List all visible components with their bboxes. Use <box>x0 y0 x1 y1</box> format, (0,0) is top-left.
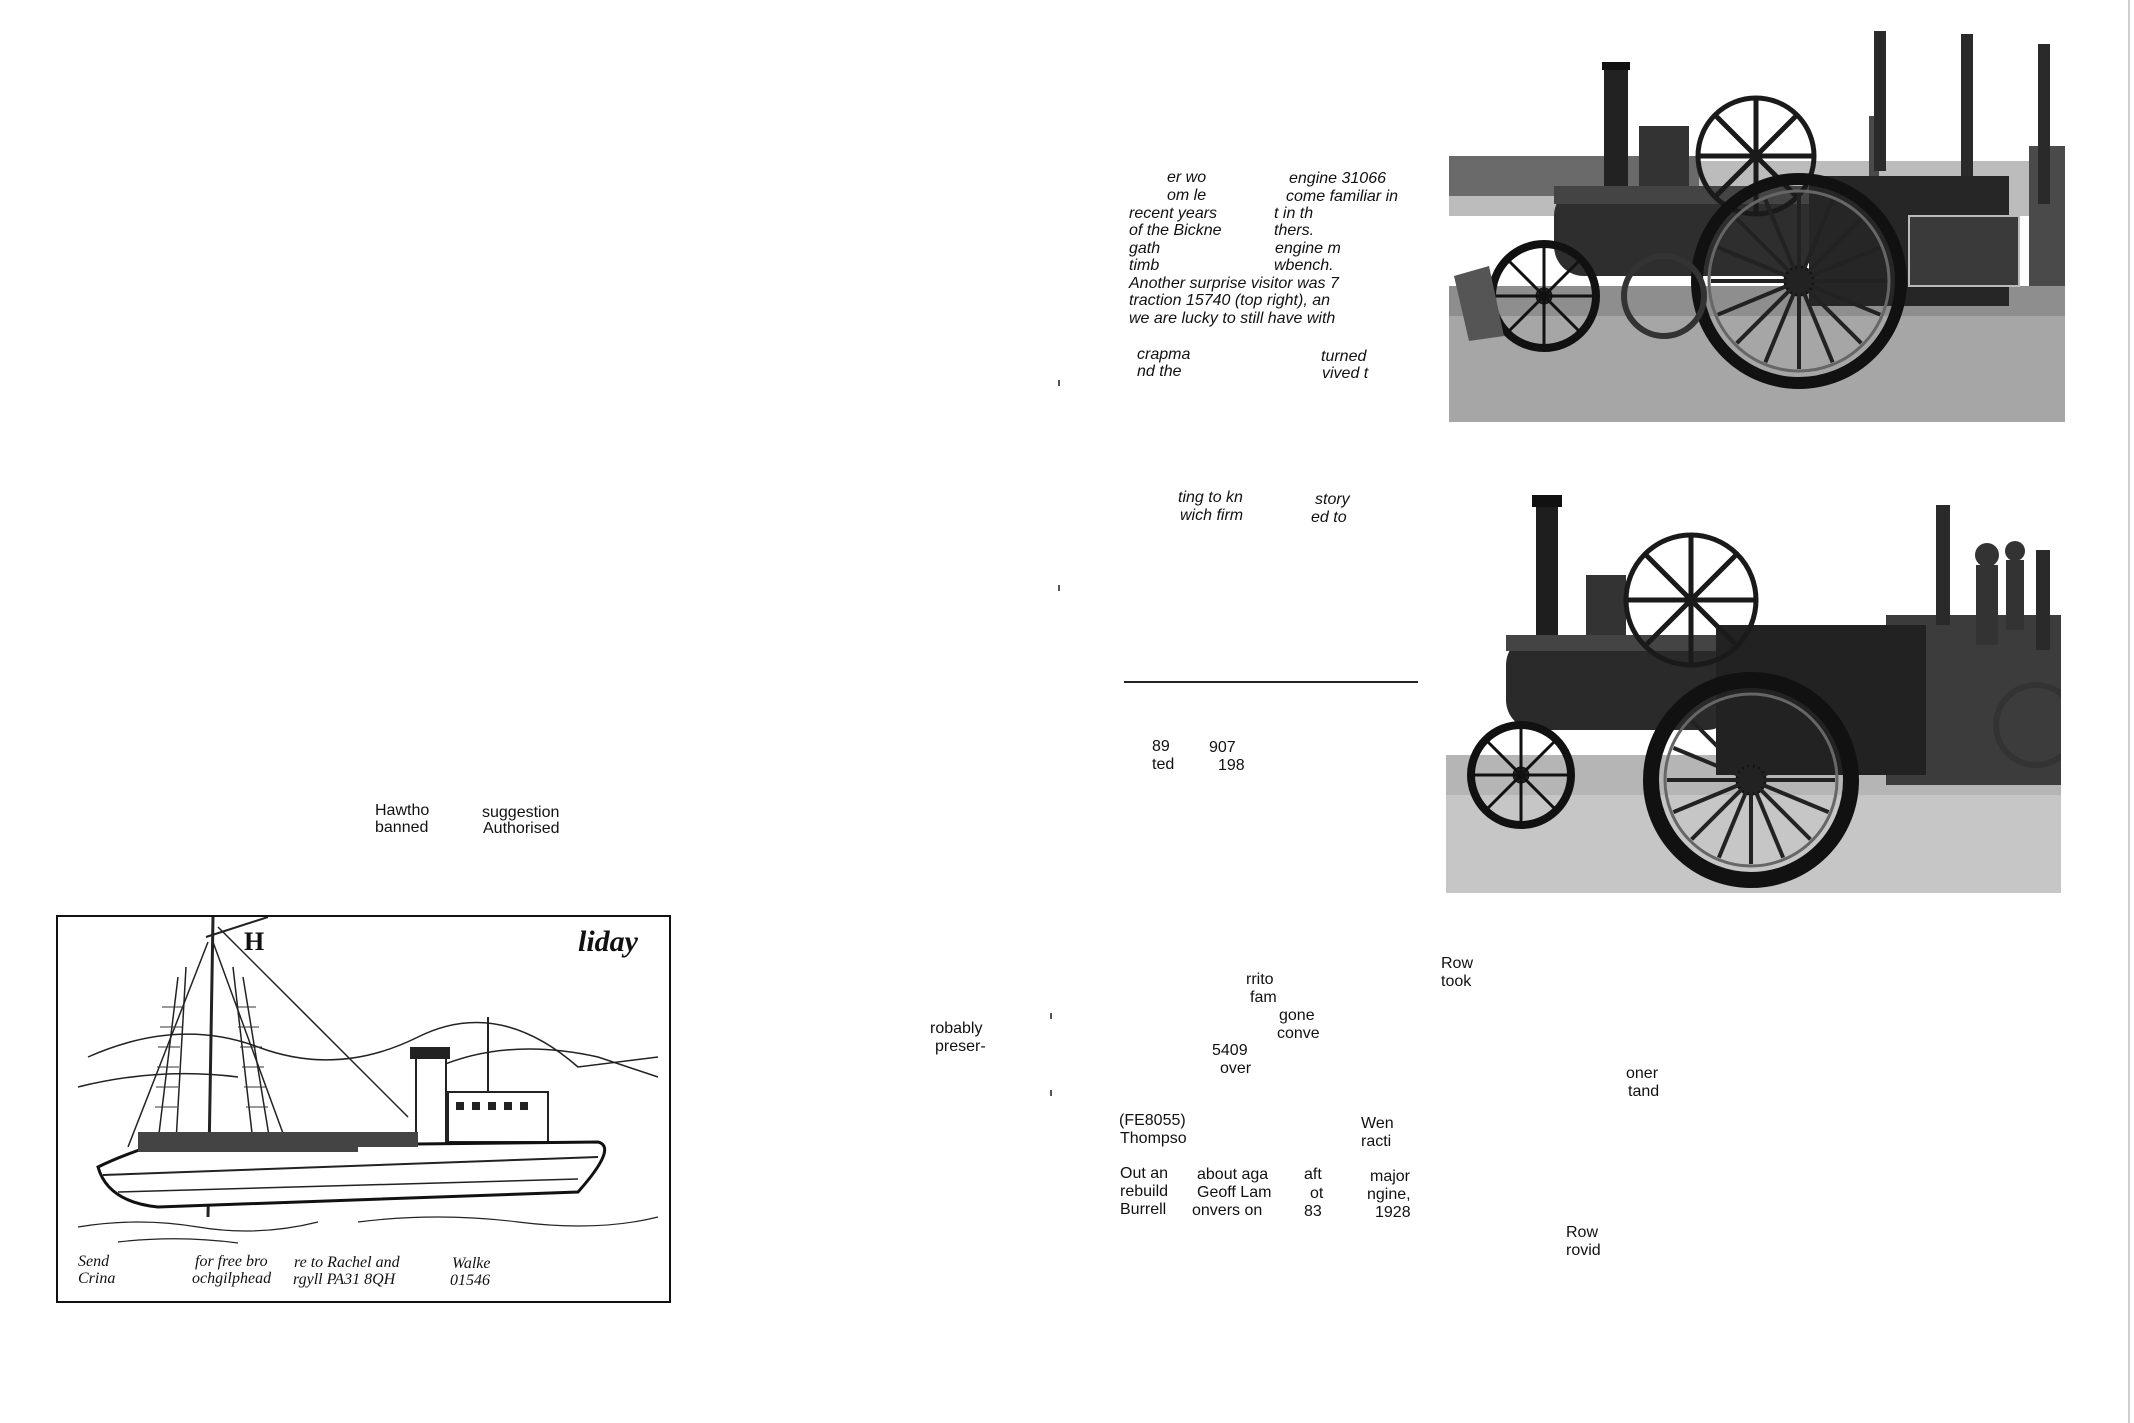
text-fragment: Thompso <box>1120 1130 1187 1147</box>
text-fragment: ot <box>1310 1185 1324 1202</box>
text-fragment: about aga <box>1197 1166 1269 1183</box>
text-fragment: engine m <box>1275 240 1341 257</box>
advert-footer-fragment: ochgilphead <box>192 1270 272 1287</box>
text-fragment: Row <box>1441 955 1474 972</box>
text-fragment: Authorised <box>483 820 560 837</box>
text-fragment: ting to kn <box>1178 489 1243 506</box>
advert-footer-fragment: 01546 <box>450 1272 490 1289</box>
text-line: Another surprise visitor was 7 <box>1129 275 1339 292</box>
text-fragment: 1928 <box>1375 1204 1411 1221</box>
text-fragment: turned <box>1321 348 1367 365</box>
text-fragment: banned <box>375 819 429 836</box>
text-fragment: nd the <box>1137 363 1182 380</box>
text-fragment: rovid <box>1566 1242 1601 1259</box>
advert-title-letter: H <box>244 927 265 956</box>
text-fragment: tand <box>1628 1083 1660 1100</box>
text-line: traction 15740 (top right), an <box>1129 292 1331 309</box>
text-fragment: ed to <box>1311 509 1347 526</box>
text-fragment: crapma <box>1137 346 1191 363</box>
text-line: we are lucky to still have with <box>1129 310 1336 327</box>
text-fragment: preser- <box>935 1038 986 1055</box>
text-fragment: Wen <box>1361 1115 1394 1132</box>
margin-mark <box>1058 380 1060 386</box>
text-fragment: wbench. <box>1274 257 1334 274</box>
advert-title-fragment: liday <box>578 925 638 958</box>
text-fragment: robably <box>930 1020 983 1037</box>
text-fragment: engine 31066 <box>1289 170 1386 187</box>
holiday-advert <box>56 915 671 1303</box>
margin-mark <box>1058 585 1060 591</box>
boat-illustration <box>58 917 669 1301</box>
text-fragment: story <box>1315 491 1350 508</box>
text-fragment: over <box>1220 1060 1252 1077</box>
text-fragment: rebuild <box>1120 1183 1169 1200</box>
text-fragment: t in th <box>1274 205 1314 222</box>
text-fragment: Row <box>1566 1224 1599 1241</box>
text-fragment: er wo <box>1167 169 1207 186</box>
text-fragment: Burrell <box>1120 1201 1167 1218</box>
horizontal-rule <box>1124 681 1418 683</box>
text-fragment: (FE8055) <box>1119 1112 1186 1129</box>
text-fragment: suggestion <box>482 804 560 821</box>
text-fragment: onvers on <box>1192 1202 1263 1219</box>
text-fragment: major <box>1370 1168 1411 1185</box>
text-fragment: wich firm <box>1180 507 1244 524</box>
text-fragment: 89 <box>1152 738 1170 755</box>
text-fragment: rrito <box>1246 971 1274 988</box>
advert-footer-fragment: Crina <box>78 1270 116 1287</box>
text-fragment: recent years <box>1129 205 1218 222</box>
text-fragment: 198 <box>1218 757 1245 774</box>
traction-engine-photo-bottom <box>1446 495 2061 893</box>
text-fragment: 83 <box>1304 1203 1322 1220</box>
text-fragment: timb <box>1129 257 1160 274</box>
text-fragment: racti <box>1361 1133 1392 1150</box>
text-fragment: took <box>1441 973 1472 990</box>
text-fragment: gone <box>1279 1007 1315 1024</box>
text-fragment: aft <box>1304 1166 1322 1183</box>
text-fragment: 5409 <box>1212 1042 1248 1059</box>
traction-engine-photo-top <box>1449 26 2065 422</box>
page-edge <box>2128 0 2130 1423</box>
text-fragment: ngine, <box>1367 1186 1411 1203</box>
text-fragment: thers. <box>1274 222 1315 239</box>
text-fragment: fam <box>1250 989 1277 1006</box>
margin-mark <box>1050 1090 1052 1096</box>
advert-footer-fragment: Send <box>78 1253 110 1270</box>
text-fragment: gath <box>1129 240 1161 257</box>
text-fragment: oner <box>1626 1065 1659 1082</box>
text-fragment: conve <box>1277 1025 1320 1042</box>
text-fragment: Out an <box>1120 1165 1169 1182</box>
text-fragment: vived t <box>1322 365 1369 382</box>
advert-footer-fragment: rgyll PA31 8QH <box>293 1271 396 1288</box>
advert-footer-fragment: for free bro <box>195 1253 268 1270</box>
text-fragment: ted <box>1152 756 1175 773</box>
text-fragment: 907 <box>1209 739 1236 756</box>
text-fragment: come familiar in <box>1286 188 1399 205</box>
text-fragment: of the Bickne <box>1129 222 1222 239</box>
text-fragment: om le <box>1167 187 1207 204</box>
text-fragment: Hawtho <box>375 802 430 819</box>
margin-mark <box>1050 1013 1052 1019</box>
advert-footer-fragment: Walke <box>452 1255 491 1272</box>
advert-footer-fragment: re to Rachel and <box>294 1254 400 1271</box>
text-fragment: Geoff Lam <box>1197 1184 1272 1201</box>
